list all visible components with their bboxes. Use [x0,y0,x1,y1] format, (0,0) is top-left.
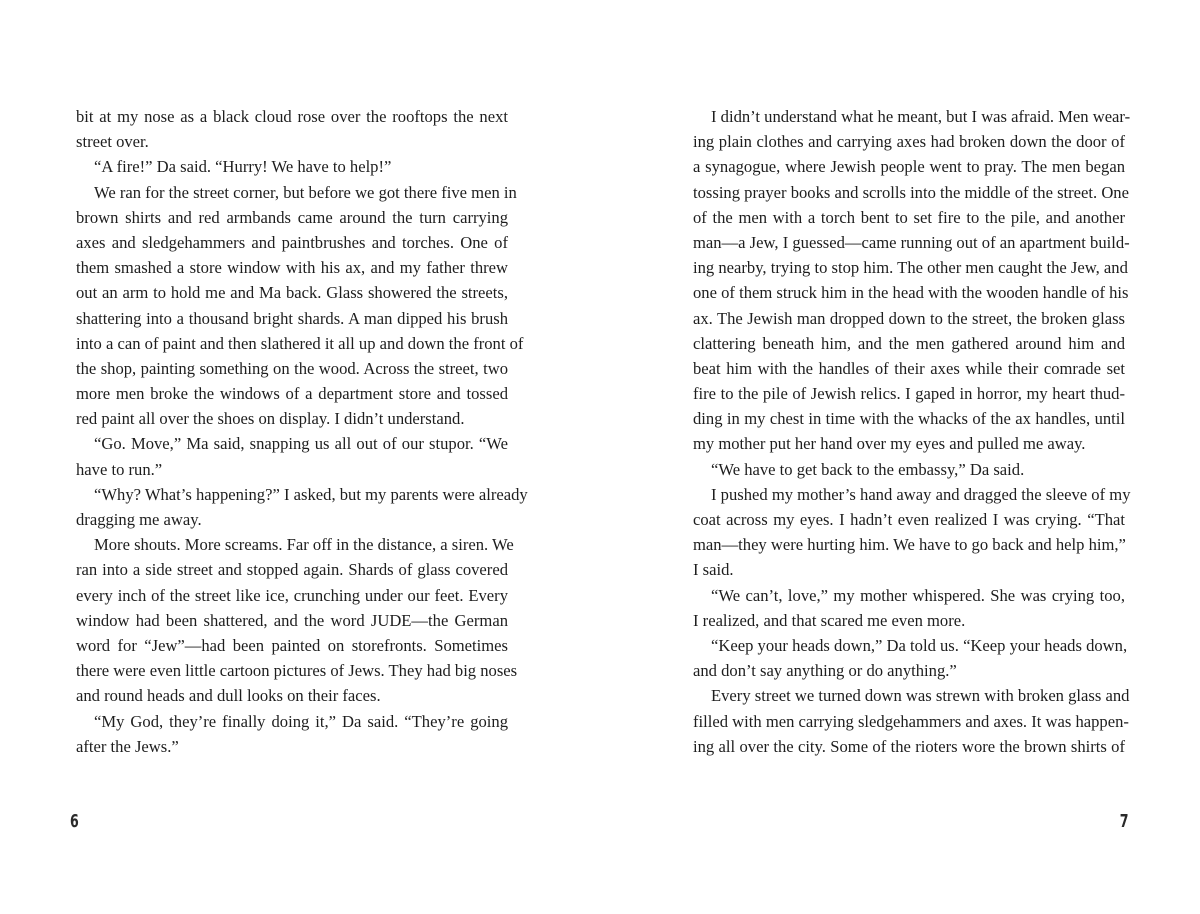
text-line: “Go. Move,” Ma said, snapping us all out of our stupor. “We [94,434,508,454]
text-line: more men broke the windows of a department store and tossed [76,384,508,404]
page-number-right: 7 [1119,811,1129,832]
text-line: word for “Jew”—had been painted on storefronts. Sometimes [76,635,508,655]
text-line: tossing prayer books and scrolls into the middle of the street. One [693,182,1129,202]
text-line: More shouts. More screams. Far off in the distance, a siren. We [94,535,514,555]
text-line: axes and sledgehammers and paintbrushes and torches. One of [76,232,508,252]
text-line: one of them struck him in the head with the wooden handle of his [693,283,1129,303]
text-line: I realized, and that scared me even more. [693,610,966,630]
text-line: the shop, painting something on the wood. Across the street, two [76,358,508,378]
text-line: We ran for the street corner, but before we got there five men in [94,182,517,202]
text-line: and round heads and dull looks on their faces. [76,686,381,706]
text-line: have to run.” [76,459,163,479]
text-line: of the men with a torch bent to set fire to the pile, and another [693,207,1125,227]
text-line: man—a Jew, I guessed—came running out of an apartment build- [693,232,1130,252]
text-line: coat across my eyes. I hadn’t even realized I was crying. “That [693,510,1125,529]
text-line: I said. [693,560,734,580]
text-line: shattering into a thousand bright shards. A man dipped his brush [76,308,508,328]
text-line: street over. [76,132,149,152]
right-page-text [693,104,1131,759]
text-line: ax. The Jewish man dropped down to the street, the broken glass [693,308,1125,328]
text-line: ing nearby, trying to stop him. The other men caught the Jew, and [693,258,1128,278]
text-line: “Why? What’s happening?” I asked, but my parents were already [94,484,528,504]
text-line: ing plain clothes and carrying axes had broken down the door of [693,132,1125,152]
text-line: filled with men carrying sledgehammers and axes. It was happen- [693,711,1129,731]
text-line: out an arm to hold me and Ma back. Glass showered the streets, [76,283,508,303]
text-line: ing all over the city. Some of the rioters wore the brown shirts of [693,736,1125,756]
text-line: window had been shattered, and the word JUDE—the German [76,610,508,630]
right-page [600,0,1200,914]
text-line: them smashed a store window with his ax, and my father threw [76,258,508,278]
text-line: “We can’t, love,” my mother whispered. She was crying too, [711,585,1125,605]
text-line: every inch of the street like ice, crunching under our feet. Every [76,585,508,605]
text-line: Every street we turned down was strewn with broken glass and [711,686,1130,706]
text-line: clattering beneath him, and the men gathered around him and [693,333,1125,353]
text-line: a synagogue, where Jewish people went to pray. The men began [693,157,1125,177]
page-number-left: 6 [70,811,79,832]
text-line: red paint all over the shoes on display. I didn’t understand. [76,409,465,429]
text-line: ran into a side street and stopped again. Shards of glass covered [76,560,508,580]
text-line: dragging me away. [76,510,202,529]
left-page-text [76,104,528,759]
text-line: there were even little cartoon pictures of Jews. They had big noses [76,661,518,681]
text-line: fire to the pile of Jewish relics. I gaped in horror, my heart thud- [693,384,1125,404]
text-line: ding in my chest in time with the whacks of the ax handles, until [693,409,1125,429]
text-line: bit at my nose as a black cloud rose over the rooftops the next [76,107,508,126]
text-line: my mother put her hand over my eyes and pulled me away. [693,434,1086,454]
text-line: I pushed my mother’s hand away and dragged the sleeve of my [711,484,1131,504]
text-line: beat him with the handles of their axes while their comrade set [693,358,1125,378]
text-line: “Keep your heads down,” Da told us. “Keep your heads down, [711,635,1128,655]
text-line: man—they were hurting him. We have to go back and help him,” [693,535,1126,555]
text-line: “A fire!” Da said. “Hurry! We have to help!” [94,157,392,177]
text-line: brown shirts and red armbands came around the turn carrying [76,207,508,227]
text-line: “My God, they’re finally doing it,” Da said. “They’re going [94,711,508,731]
text-line: “We have to get back to the embassy,” Da said. [711,459,1025,479]
text-line: and don’t say anything or do anything.” [693,661,957,681]
text-line: after the Jews.” [76,736,179,756]
text-line: into a can of paint and then slathered it all up and down the front of [76,333,524,353]
text-line: I didn’t understand what he meant, but I was afraid. Men wear- [711,107,1131,126]
